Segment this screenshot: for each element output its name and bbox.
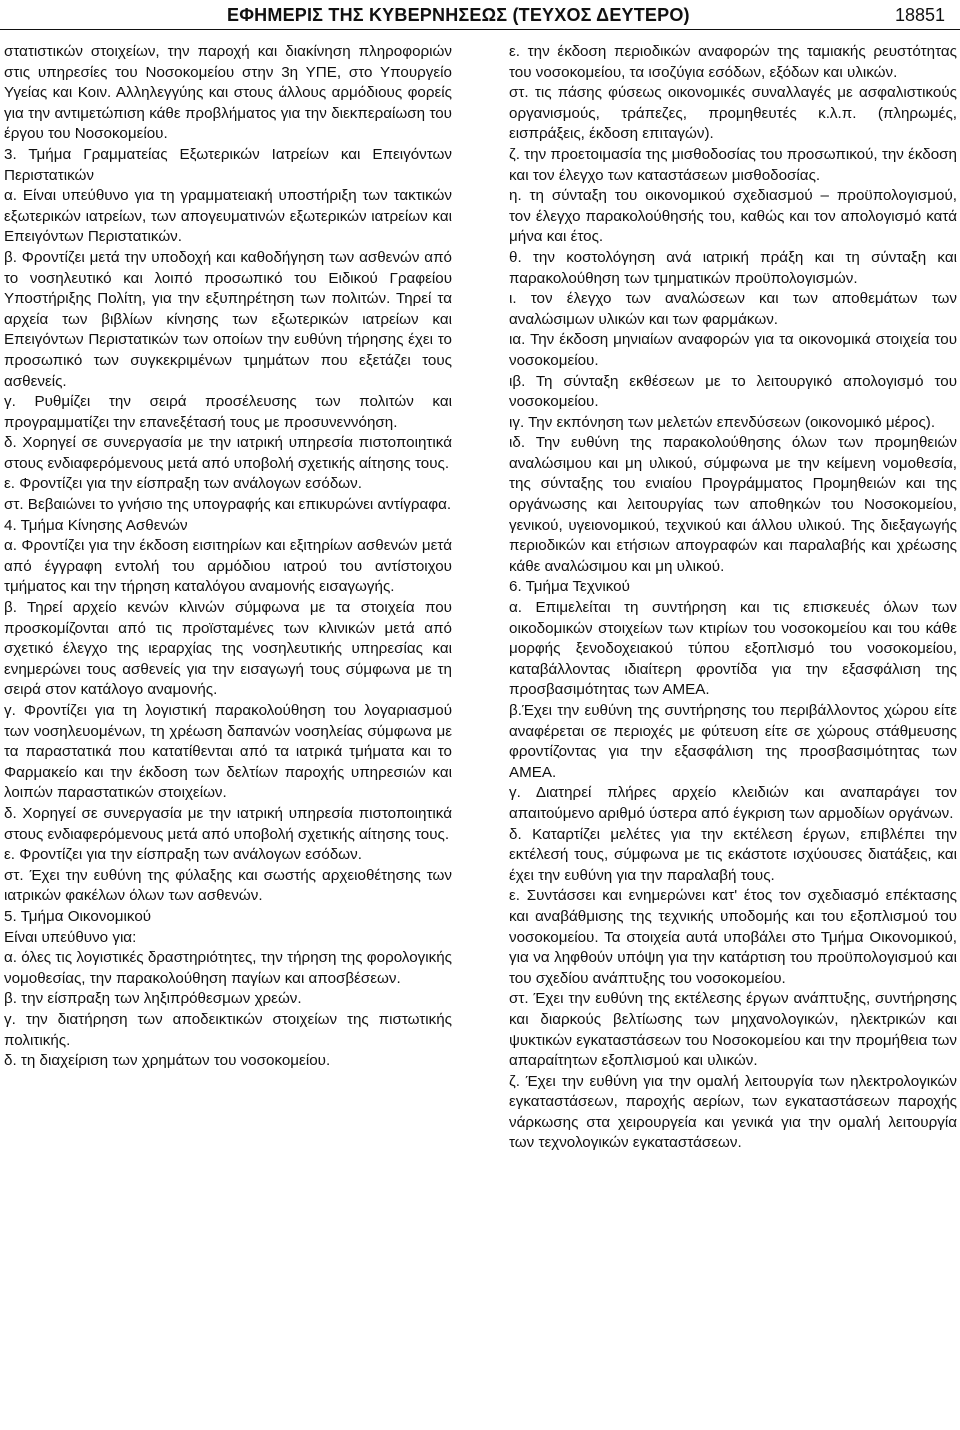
paragraph: γ. Φροντίζει για τη λογιστική παρακολούθηση του λογαριασμού των νοσηλευομένων, τη χρέωση δαπανών νοσηλείας σύμφωνα με τα παραστατικά που κατατίθενται από τα ιατρικά τμήματα και το Φαρμακείο και την έκδοση των δελτίων παροχής υπηρεσιών και λοιπών παραστατικών στοιχείων.	[4, 702, 452, 802]
paragraph: στ. Έχει την ευθύνη της φύλαξης και σωστής αρχειοθέτησης των ιατρικών φακέλων όλων των ασθενών.	[4, 866, 452, 905]
paragraph: β.Έχει την ευθύνη της συντήρησης του περιβάλλοντος χώρου είτε αναφέρεται σε περιοχές με φύτευση είτε σε χώρους στάθμευσης φροντίζοντας για την εξασφάλιση της προσβασιμότητας των ΑΜΕΑ.	[509, 702, 957, 781]
paragraph: β. Φροντίζει μετά την υποδοχή και καθοδήγηση των ασθενών από το νοσηλευτικό και λοιπό προσωπικό του Ειδικού Γραφείου Υποστήριξης Πολίτη, για την εξυπηρέτηση των πολιτών. Τηρεί τα αρχεία των βιβλίων κίνησης των εξωτερικών ιατρείων και Επειγόντων Περιστατικών των οποίων την ευθύνη τήρησης έχει το προσωπικό των συγκεκριμένων τμημάτων που εξετάζει τους ασθενείς.	[4, 248, 452, 390]
paragraph: γ. την διατήρηση των αποδεικτικών στοιχείων της πιστωτικής πολιτικής.	[4, 1010, 452, 1049]
paragraph: α. Είναι υπεύθυνο για τη γραμματειακή υποστήριξη των τακτικών εξωτερικών ιατρείων, των απογευματινών εξωτερικών ιατρείων και Επειγόντων Περιστατικών.	[4, 187, 452, 246]
paragraph: στ. τις πάσης φύσεως οικονομικές συναλλαγές με ασφαλιστικούς οργανισμούς, τράπεζες, προμηθευτές κ.λ.π. (πληρωμές, εισπράξεις, έκδοση επιταγών).	[509, 84, 957, 143]
paragraph: στατιστικών στοιχείων, την παροχή και διακίνηση πληροφοριών στις υπηρεσίες του Νοσοκομείου στην 3η ΥΠΕ, στο Υπουργείο Υγείας και Κοιν. Αλληλεγγύης και στους άλλους αρμόδιους φορείς για την αντιμετώπιση κάθε προβλήματος για την διεκπεραίωση του έργου του Νοσοκομείου.	[4, 43, 452, 143]
section-heading: 5. Τμήμα Οικονομικού	[4, 907, 152, 925]
paragraph: στ. Βεβαιώνει το γνήσιο της υπογραφής και επικυρώνει αντίγραφα.	[4, 496, 452, 514]
paragraph: ε. Φροντίζει για την είσπραξη των ανάλογων εσόδων.	[4, 475, 362, 493]
paragraph: ια. Την έκδοση μηνιαίων αναφορών για τα οικονομικά στοιχεία του νοσοκομείου.	[509, 331, 957, 369]
paragraph: ι. τον έλεγχο των αναλώσεων και των αποθεμάτων των αναλώσιμων υλικών και των φαρμάκων.	[509, 290, 957, 328]
paragraph: β. την είσπραξη των ληξιπρόθεσμων χρεών.	[4, 990, 302, 1008]
right-column	[509, 42, 957, 1154]
paragraph: ιβ. Τη σύνταξη εκθέσεων με το λειτουργικό απολογισμό του νοσοκομείου.	[509, 372, 957, 411]
section-heading: 4. Τμήμα Κίνησης Ασθενών	[4, 516, 188, 534]
paragraph: α. Φροντίζει για την έκδοση εισιτηρίων και εξιτηρίων ασθενών μετά από έγγραφη εντολή του αρμόδιου ιατρού του αντίστοιχου τμήματος και την τήρηση καταλόγου αναμονής εισαγωγής.	[4, 537, 452, 596]
paragraph: γ. Ρυθμίζει την σειρά προσέλευσης των πολιτών και προγραμματίζει την επανεξέτασή τους με προσυνεννόηση.	[4, 393, 452, 431]
page-number: 18851	[895, 5, 946, 25]
header-divider	[0, 29, 960, 30]
paragraph: στ. Έχει την ευθύνη της εκτέλεσης έργων ανάπτυξης, συντήρησης και διαρκούς βελτίωσης των μηχανολογικών, ηλεκτρικών και ψυκτικών εγκαταστάσεων του Νοσοκομείου και την προμήθεια των απαραίτητων εξοπλισμού και υλικών.	[509, 990, 957, 1070]
paragraph: γ. Διατηρεί πλήρες αρχείο κλειδιών και αναπαράγει τον απαιτούμενο αριθμό ύστερα από έγκριση των αρμοδίων οργάνων.	[509, 784, 957, 822]
paragraph: δ. Καταρτίζει μελέτες για την εκτέλεση έργων, επιβλέπει την εκτέλεσή τους, σύμφωνα με τις εκάστοτε ισχύουσες διατάξεις, και έχει την ευθύνη για την παραλαβή τους.	[509, 825, 957, 884]
paragraph: η. τη σύνταξη του οικονομικού σχεδιασμού – προϋπολογισμού, τον έλεγχο παρακολούθησής του, καθώς και τον απολογισμό κατά μήνα και έτος.	[509, 187, 957, 246]
section-heading: 6. Τμήμα Τεχνικού	[509, 578, 630, 596]
paragraph: δ. Χορηγεί σε συνεργασία με την ιατρική υπηρεσία πιστοποιητικά στους ενδιαφερόμενους μετά από υποβολή σχετικής αίτησης τους.	[4, 804, 452, 843]
paragraph: α. όλες τις λογιστικές δραστηριότητες, την τήρηση της φορολογικής νομοθεσίας, την παρακολούθηση παγίων και αποσβέσεων.	[4, 949, 452, 987]
paragraph: ε. Φροντίζει για την είσπραξη των ανάλογων εσόδων.	[4, 846, 362, 864]
paragraph: ζ. Έχει την ευθύνη για την ομαλή λειτουργία των ηλεκτρολογικών εγκαταστάσεων, παροχής αερίων, των εγκαταστάσεων παροχής νάρκωσης στα χειρουργεία και γενικά για την ομαλή λειτουργία των τεχνολογικών εγκαταστάσεων.	[509, 1072, 957, 1152]
paragraph: ε. Συντάσσει και ενημερώνει κατ' έτος τον σχεδιασμό επέκτασης και αναβάθμισης της τεχνικής υποδομής και του εξοπλισμού του νοσοκομείου. Τα στοιχεία αυτά υποβάλει στο Τμήμα Οικονομικού, για να ληφθούν υπόψη για την κατάρτιση του προϋπολογισμού και του σχεδίου ανάπτυξης του νοσοκομείου.	[509, 887, 957, 987]
paragraph: ιγ. Την εκπόνηση των μελετών επενδύσεων (οικονομικό μέρος).	[509, 413, 936, 431]
paragraph: θ. την κοστολόγηση ανά ιατρική πράξη και τη σύνταξη και παρακολούθηση των τμηματικών προϋπολογισμών.	[509, 248, 957, 287]
page-header	[0, 0, 960, 40]
paragraph: δ. Χορηγεί σε συνεργασία με την ιατρική υπηρεσία πιστοποιητικά στους ενδιαφερόμενους μετά από υποβολή σχετικής αίτησης τους.	[4, 434, 452, 472]
paragraph: ζ. την προετοιμασία της μισθοδοσίας του προσωπικού, την έκδοση και τον έλεγχο των καταστάσεων μισθοδοσίας.	[509, 145, 957, 184]
paragraph: ε. την έκδοση περιοδικών αναφορών της ταμιακής ρευστότητας του νοσοκομείου, τα ισοζύγια εσόδων, εξόδων και υλικών.	[509, 43, 957, 81]
paragraph: β. Τηρεί αρχείο κενών κλινών σύμφωνα με τα στοιχεία που προσκομίζονται από τις προϊσταμένες των κλινικών μετά από σχετικό έλεγχο της ιεραρχίας της νοσηλευτικής υπηρεσίας και ενημερώνει τους ασθενείς για την εισαγωγή τους σύμφωνα με τη σειρά στον κατάλογο αναμονής.	[4, 599, 452, 699]
paragraph: ιδ. Την ευθύνη της παρακολούθησης όλων των προμηθειών αναλώσιμου και μη υλικού, σύμφωνα με την κείμενη νομοθεσία, της σύνταξης του ενιαίου Προγράμματος Προμηθειών και της οργάνωσης και λειτουργίας των αποθηκών του Νοσοκομείου, γενικού, υγειονομικού, τεχνικού και άλλου υλικού. Της διεξαγωγής περιοδικών και ετήσιων απογραφών και παραλαβής και χρέωσης κάθε αναλώσιμου και μη υλικού.	[509, 434, 957, 575]
paragraph: δ. τη διαχείριση των χρημάτων του νοσοκομείου.	[4, 1052, 331, 1070]
left-column	[4, 42, 452, 1072]
gazette-title: ΕΦΗΜΕΡΙΣ ΤΗΣ ΚΥΒΕΡΝΗΣΕΩΣ (ΤΕΥΧΟΣ ΔΕΥΤΕΡΟ)	[227, 5, 690, 25]
paragraph: α. Επιμελείται τη συντήρηση και τις επισκευές όλων των οικοδομικών στοιχείων των κτιρίων του νοσοκομείου και του κάθε μορφής ξενοδοχειακού τύπου εξοπλισμό του νοσοκομείου, καταβάλλοντας ιδιαίτερη φροντίδα για την εξασφάλιση της προσβασιμότητας των ΑΜΕΑ.	[509, 599, 957, 699]
section-heading: 3. Τμήμα Γραμματείας Εξωτερικών Ιατρείων και Επειγόντων Περιστατικών	[4, 145, 452, 184]
paragraph: Είναι υπεύθυνο για:	[4, 928, 137, 946]
